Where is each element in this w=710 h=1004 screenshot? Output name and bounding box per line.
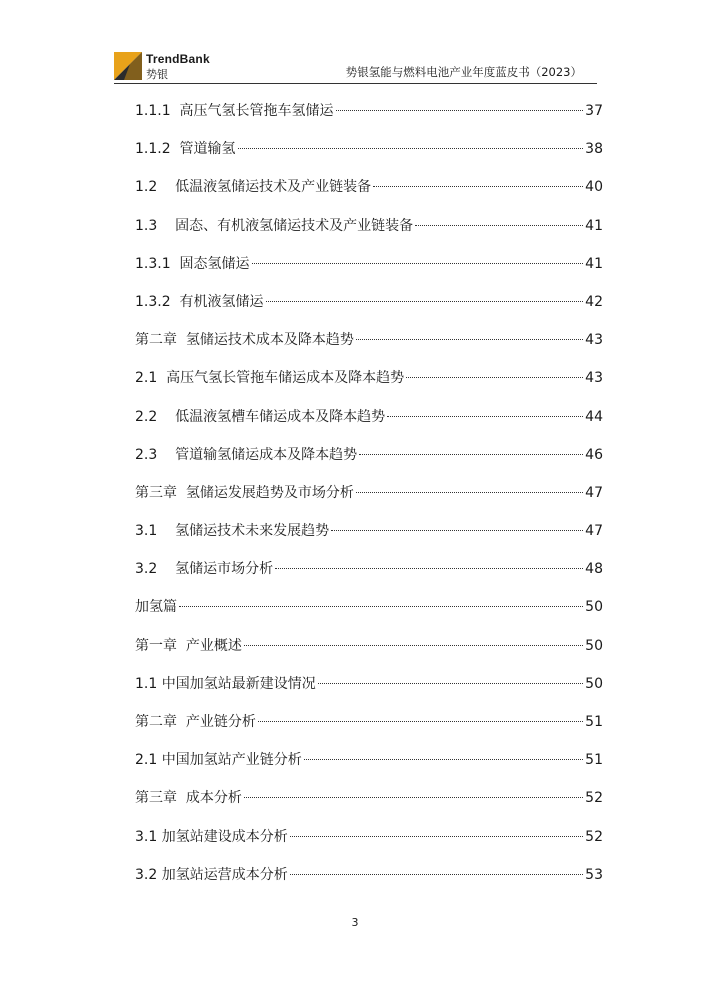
toc-entry[interactable] [135,627,603,665]
page-header [0,0,710,90]
page-number: 3 [351,916,359,929]
toc-leader-dots [252,263,584,264]
toc-entry[interactable] [135,818,603,856]
toc-entry-page: 51 [585,752,603,769]
toc-leader-dots [356,492,583,493]
toc-entry[interactable] [135,245,603,283]
toc-entry-title: 1.3.2 有机液氢储运 [135,293,264,310]
toc-leader-dots [331,530,583,531]
toc-entry-title: 3.1 加氢站建设成本分析 [135,828,288,845]
toc-leader-dots [359,454,583,455]
toc-entry-title: 2.1 高压气氢长管拖车储运成本及降本趋势 [135,370,405,387]
toc-entry-title: 1.1.2 管道输氢 [135,141,236,158]
toc-entry-page: 37 [585,103,603,119]
toc-entry-title: 1.1.1 高压气氢长管拖车氢储运 [135,103,334,119]
toc-entry-page: 47 [585,523,603,540]
table-of-contents [135,92,603,894]
toc-leader-dots [238,148,584,149]
toc-leader-dots [336,110,584,111]
toc-entry-page: 50 [585,599,603,616]
logo-text-cn: 势银 [146,68,168,81]
document-title: 势银氢能与燃料电池产业年度蓝皮书（2023） [345,65,582,79]
header-divider [114,83,597,84]
toc-entry-page: 43 [585,332,603,349]
toc-entry-page: 41 [585,255,603,272]
toc-entry[interactable] [135,207,603,245]
toc-leader-dots [290,836,583,837]
toc-entry-page: 41 [585,217,603,234]
toc-entry[interactable] [135,168,603,206]
toc-leader-dots [415,225,583,226]
trendbank-logo-icon [114,52,142,80]
toc-entry-page: 52 [585,828,603,845]
toc-entry[interactable] [135,283,603,321]
toc-leader-dots [356,339,583,340]
toc-entry[interactable] [135,398,603,436]
toc-entry[interactable] [135,92,603,130]
toc-entry[interactable] [135,436,603,474]
toc-entry[interactable] [135,550,603,588]
toc-entry[interactable] [135,474,603,512]
toc-leader-dots [275,568,583,569]
toc-entry-page: 53 [585,866,603,883]
toc-entry[interactable] [135,665,603,703]
toc-entry-page: 43 [585,370,603,387]
toc-entry[interactable] [135,856,603,894]
toc-leader-dots [373,186,583,187]
toc-entry[interactable] [135,512,603,550]
toc-entry[interactable] [135,130,603,168]
toc-entry-page: 48 [585,561,603,578]
toc-leader-dots [318,683,583,684]
toc-entry-title: 3.1 氢储运技术未来发展趋势 [135,523,330,540]
toc-entry-title: 2.3 管道输氢储运成本及降本趋势 [135,446,358,463]
toc-entry-page: 46 [585,446,603,463]
toc-entry-title: 加氢篇 [135,599,177,616]
toc-entry-title: 1.2 低温液氢储运技术及产业链装备 [135,179,372,196]
toc-entry-page: 50 [585,675,603,692]
toc-leader-dots [179,606,583,607]
toc-entry-title: 3.2 氢储运市场分析 [135,561,274,578]
toc-entry-title: 3.2 加氢站运营成本分析 [135,866,288,883]
toc-entry[interactable] [135,703,603,741]
toc-entry[interactable] [135,779,603,817]
toc-entry-title: 1.3.1 固态氢储运 [135,255,250,272]
toc-entry-title: 第三章 成本分析 [135,790,242,807]
toc-entry-title: 2.2 低温液氢槽车储运成本及降本趋势 [135,408,386,425]
toc-leader-dots [244,645,583,646]
toc-entry[interactable] [135,321,603,359]
toc-entry-title: 2.1 中国加氢站产业链分析 [135,752,302,769]
toc-entry-page: 44 [585,408,603,425]
toc-entry-title: 1.1 中国加氢站最新建设情况 [135,675,316,692]
toc-leader-dots [387,416,583,417]
toc-entry[interactable] [135,359,603,397]
toc-entry-page: 50 [585,637,603,654]
toc-entry-page: 51 [585,714,603,730]
toc-entry-page: 52 [585,790,603,807]
toc-leader-dots [406,377,583,378]
toc-entry-title: 第二章 产业链分析 [135,714,256,730]
toc-leader-dots [244,797,583,798]
toc-entry-page: 42 [585,293,603,310]
toc-entry-title: 第三章 氢储运发展趋势及市场分析 [135,484,354,501]
toc-entry-page: 38 [585,141,603,158]
toc-leader-dots [266,301,584,302]
toc-entry-page: 47 [585,484,603,501]
toc-entry-title: 第二章 氢储运技术成本及降本趋势 [135,332,354,349]
toc-entry-page: 40 [585,179,603,196]
toc-entry[interactable] [135,741,603,779]
toc-entry[interactable] [135,588,603,626]
toc-entry-title: 1.3 固态、有机液氢储运技术及产业链装备 [135,217,414,234]
toc-leader-dots [290,874,583,875]
toc-entry-title: 第一章 产业概述 [135,637,242,654]
toc-leader-dots [304,759,583,760]
logo-text-en: TrendBank [146,52,210,66]
toc-leader-dots [258,721,583,722]
